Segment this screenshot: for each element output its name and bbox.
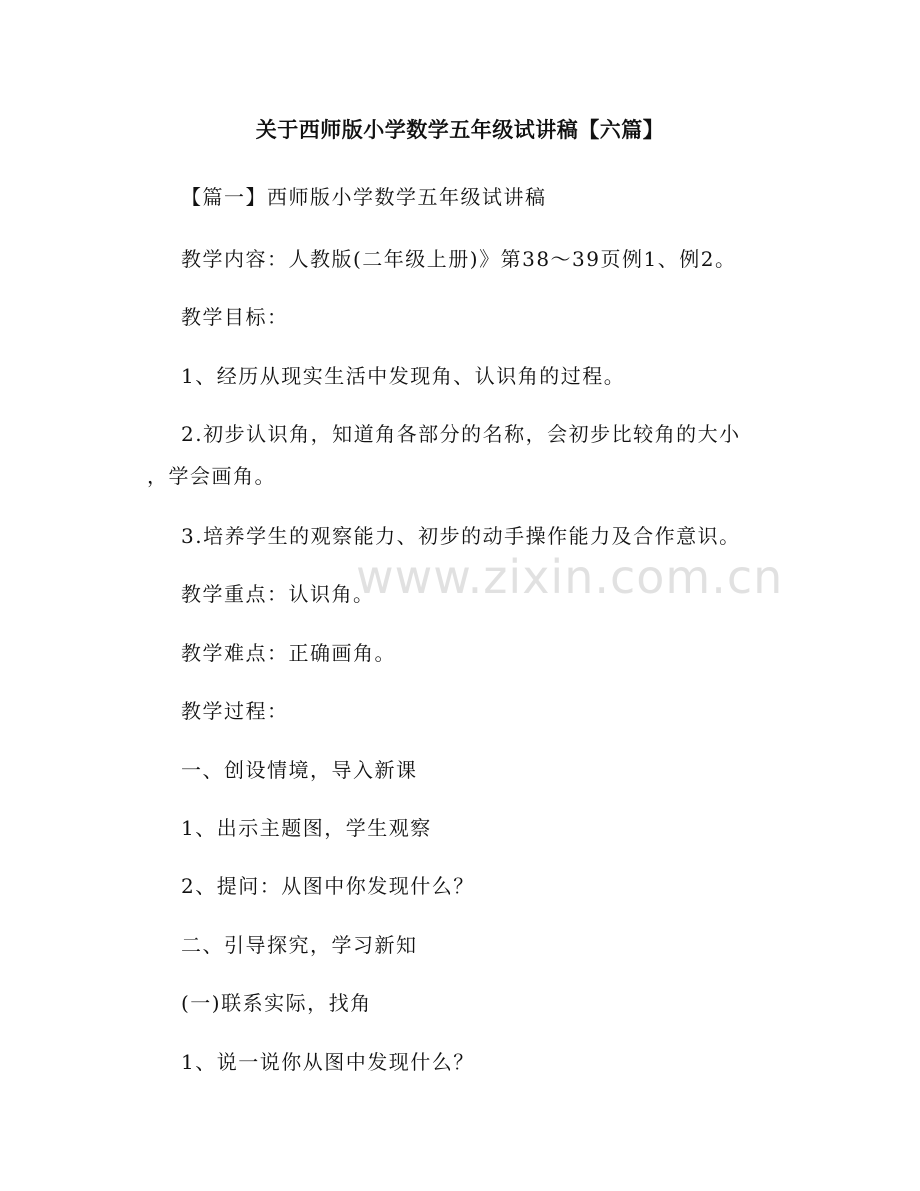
paragraph-line: 教学重点：认识角。 <box>181 582 375 606</box>
paragraph-line: 教学目标： <box>181 305 289 329</box>
paragraph-line: 教学内容：人教版(二年级上册)》第38～39页例1、例2。 <box>181 247 737 271</box>
paragraph-line: 2.初步认识角，知道角各部分的名称，会初步比较角的大小 <box>181 422 741 446</box>
watermark: www.zixin.com.cn <box>356 550 784 604</box>
section-heading: 【篇一】西师版小学数学五年级试讲稿 <box>181 185 547 209</box>
paragraph-line: 一、创设情境，导入新课 <box>181 758 418 782</box>
paragraph-line: 1、说一说你从图中发现什么？ <box>181 1050 475 1074</box>
paragraph-line: 教学过程： <box>181 699 289 723</box>
paragraph-line: (一)联系实际，找角 <box>181 991 372 1015</box>
paragraph-line: 二、引导探究，学习新知 <box>181 933 418 957</box>
document-title: 关于西师版小学数学五年级试讲稿【六篇】 <box>255 118 665 142</box>
paragraph-line: ，学会画角。 <box>147 464 276 488</box>
paragraph-line: 1、经历从现实生活中发现角、认识角的过程。 <box>181 364 626 388</box>
paragraph-line: 2、提问：从图中你发现什么？ <box>181 874 475 898</box>
paragraph-line: 1、出示主题图，学生观察 <box>181 816 432 840</box>
paragraph-line: 教学难点：正确画角。 <box>181 641 396 665</box>
paragraph-line: 3.培养学生的观察能力、初步的动手操作能力及合作意识。 <box>181 524 741 548</box>
